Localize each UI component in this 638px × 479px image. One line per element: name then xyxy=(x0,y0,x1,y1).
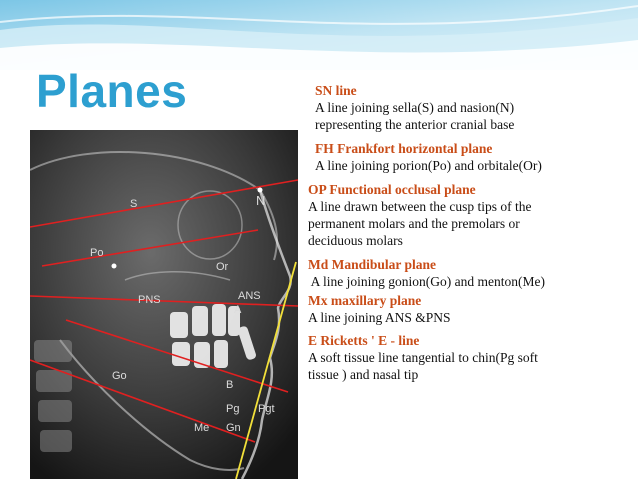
definition-text: A line joining sella(S) and nasion(N) xyxy=(315,100,515,115)
definition-text: deciduous molars xyxy=(308,233,403,248)
header-banner xyxy=(0,0,638,70)
label-s: S xyxy=(130,198,138,210)
label-pg: Pg xyxy=(226,403,240,415)
definition-text: A line joining porion(Po) and orbitale(Or) xyxy=(315,158,542,173)
definition-heading: Mx maxillary plane xyxy=(308,293,422,308)
definition-heading: OP Functional occlusal plane xyxy=(308,182,476,197)
plane-definitions xyxy=(308,82,634,383)
definition-text: A line drawn between the cusp tips of the xyxy=(308,199,532,214)
definition-heading: Md Mandibular plane xyxy=(308,257,437,272)
definition-heading: FH Frankfort horizontal plane xyxy=(315,141,493,156)
label-me: Me xyxy=(194,422,210,434)
definition-heading: E Ricketts ' E - line xyxy=(308,333,420,348)
definition-text: A line joining gonion(Go) and menton(Me) xyxy=(308,274,545,289)
cephalometric-xray xyxy=(30,130,298,479)
definition-e-line xyxy=(308,332,634,383)
label-a: A xyxy=(234,304,242,316)
definition-sn-line xyxy=(308,82,634,133)
label-ans: ANS xyxy=(238,290,261,302)
definition-text: A line joining ANS &PNS xyxy=(308,310,451,325)
definition-md-plane xyxy=(308,256,634,290)
label-pgt: Pgt xyxy=(258,403,275,415)
definition-text: A soft tissue line tangential to chin(Pg soft xyxy=(308,350,538,365)
definition-heading: SN line xyxy=(315,83,357,98)
definition-text: representing the anterior cranial base xyxy=(315,117,515,132)
label-po: Po xyxy=(90,247,104,259)
definition-fh-plane xyxy=(308,140,634,174)
label-gn: Gn xyxy=(226,422,241,434)
label-or: Or xyxy=(216,261,229,273)
definition-mx-plane xyxy=(308,292,634,326)
definition-text: permanent molars and the premolars or xyxy=(308,216,520,231)
label-go: Go xyxy=(112,370,127,382)
label-pns: PNS xyxy=(138,294,161,306)
definition-op-plane xyxy=(308,181,634,249)
label-b: B xyxy=(226,379,234,391)
label-n: N xyxy=(256,193,266,208)
definition-text: tissue ) and nasal tip xyxy=(308,367,419,382)
slide-title: Planes xyxy=(36,65,188,117)
